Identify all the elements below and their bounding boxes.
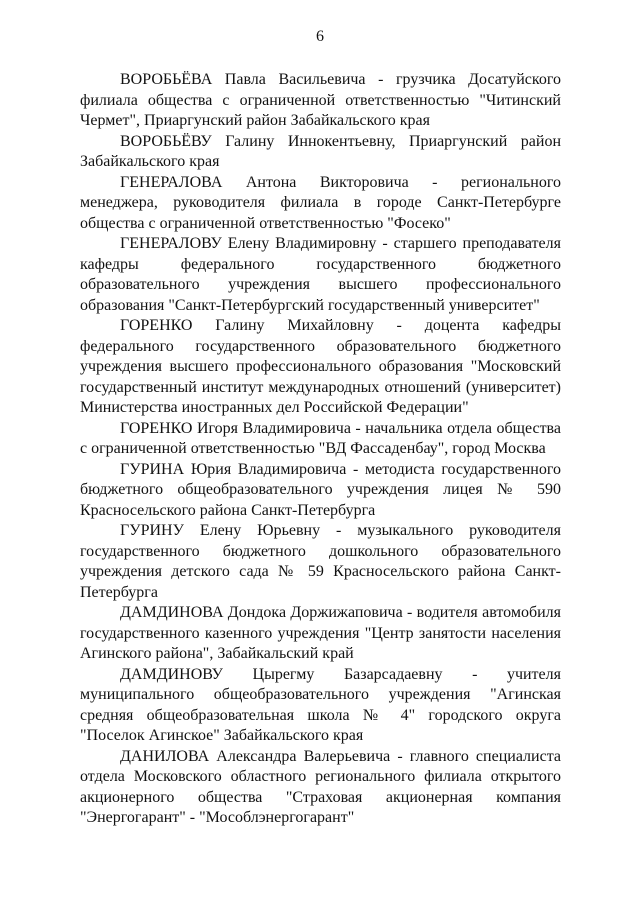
list-item: ГЕНЕРАЛОВУ Елену Владимировну - старшего преподавателя кафедры федерального государственного бюджетного образовательного учреждения высшего профессионального образования "Санкт-Петербургский государственный университет": [80, 235, 561, 314]
list-item: ДАМДИНОВУ Цырегму Базарсадаевну - учителя муниципального общеобразовательного учреждения "Агинская средняя общеобразовательная школа № 4" городского округа "Поселок Агинское" Забайкальского края: [80, 665, 561, 744]
list-item: ГУРИНА Юрия Владимировича - методиста государственного бюджетного общеобразовательного учреждения лицея № 590 Красносельского района Санкт-Петербурга: [80, 460, 561, 519]
list-item: ДАМДИНОВА Дондока Доржижаповича - водителя автомобиля государственного казенного учреждения "Центр занятости населения Агинского района", Забайкальский край: [80, 604, 561, 662]
list-item: ГОРЕНКО Игоря Владимировича - начальника отдела общества с ограниченной ответственностью "ВД Фассаденбау", город Москва: [80, 419, 561, 457]
award-list: [80, 70, 561, 829]
list-item: ГЕНЕРАЛОВА Антона Викторовича - регионального менеджера, руководителя филиала в городе Санкт-Петербурге общества с ограниченной ответственностью "Фосеко": [80, 173, 561, 232]
list-item: ВОРОБЬЁВУ Галину Иннокентьевну, Приаргунский район Забайкальского края: [80, 132, 561, 170]
page-number: 6: [316, 28, 324, 45]
list-item: ГОРЕНКО Галину Михайловну - доцента кафедры федерального государственного образовательного бюджетного учреждения высшего профессионального образования "Московский государственный институт международных отношений (университет) Министерства иностранных дел Российской Федерации": [80, 317, 561, 416]
list-item: ДАНИЛОВА Александра Валерьевича - главного специалиста отдела Московского областного регионального филиала открытого акционерного общества "Страховая акционерная компания "Энергогарант" - "Мособлэнергогарант": [80, 747, 561, 826]
list-item: ВОРОБЬЁВА Павла Васильевича - грузчика Досатуйского филиала общества с ограниченной ответственностью "Читинский Чермет", Приаргунский район Забайкальского края: [80, 71, 561, 129]
list-item: ГУРИНУ Елену Юрьевну - музыкального руководителя государственного бюджетного дошкольного образовательного учреждения детского сада № 59 Красносельского района Санкт-Петербурга: [80, 522, 561, 601]
